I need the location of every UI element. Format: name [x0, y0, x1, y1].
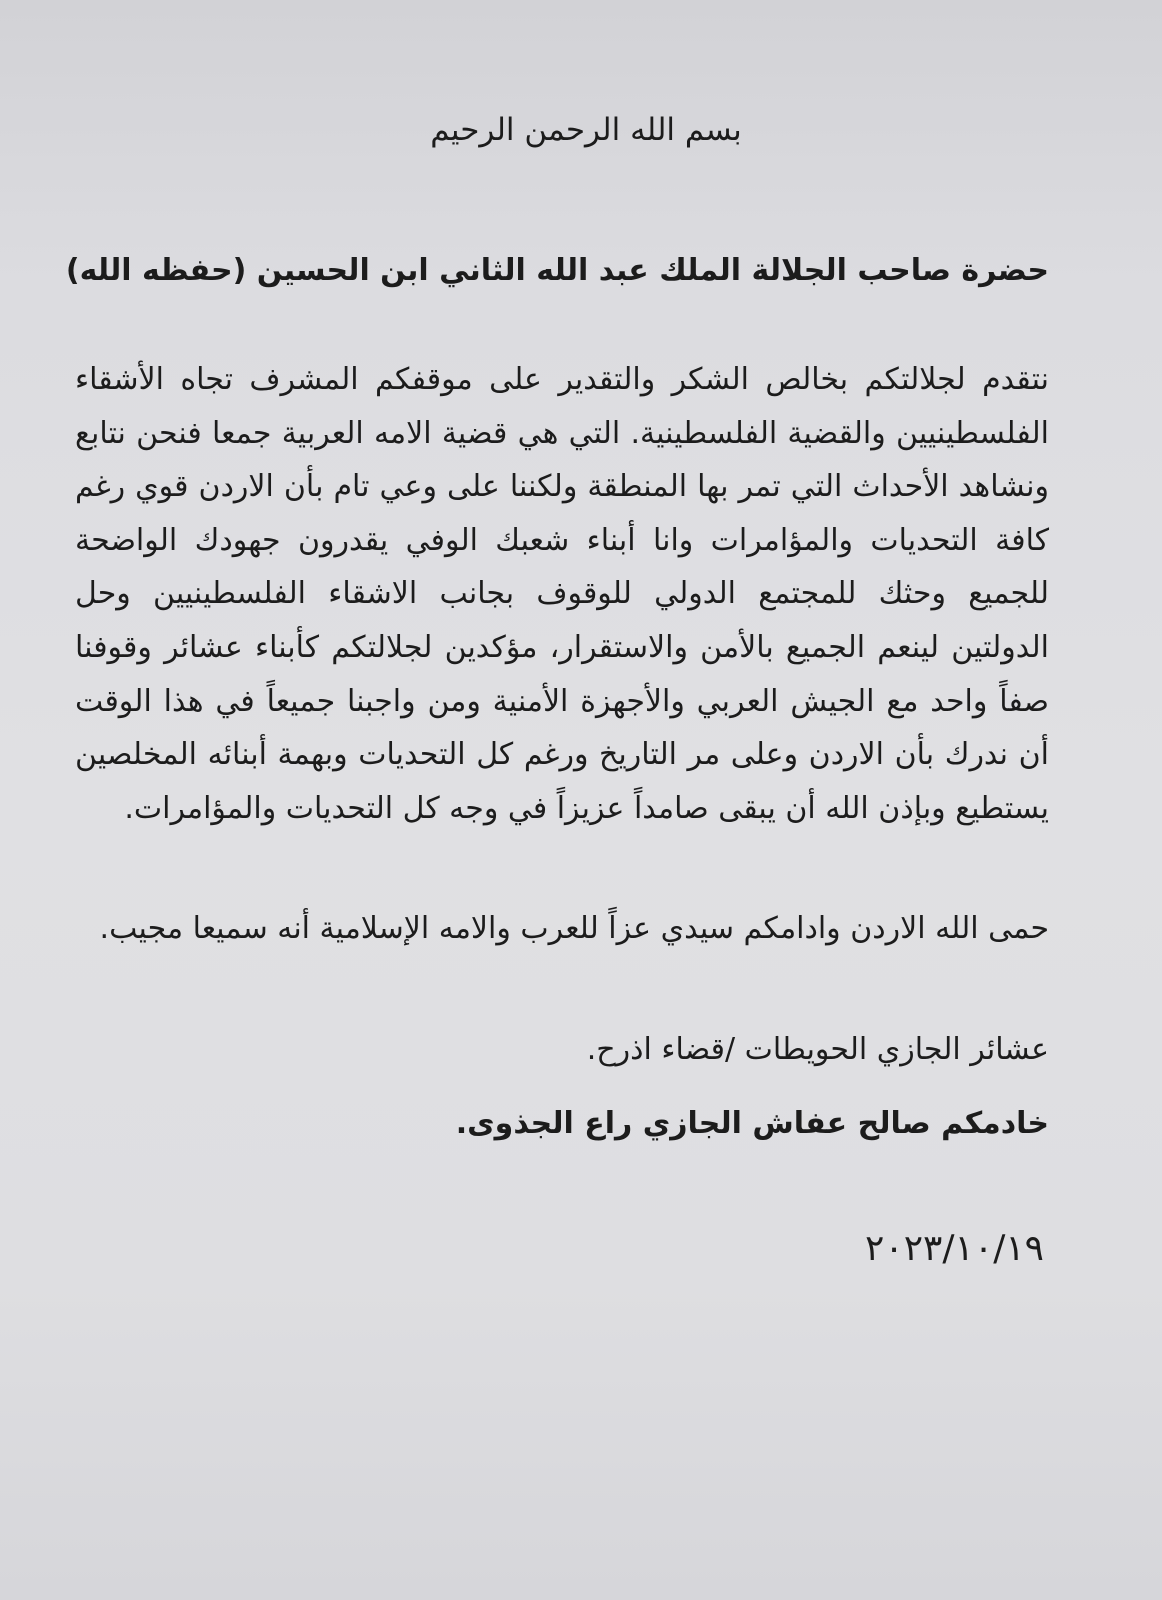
closing-prayer: حمى الله الاردن وادامكم سيدي عزاً للعرب والامه الإسلامية أنه سميعا مجيب.	[99, 911, 1049, 946]
tribe-line: عشائر الجازي الحويطات /قضاء اذرح.	[586, 1032, 1049, 1067]
letter-date: ٢٠٢٣/١٠/١٩	[865, 1228, 1044, 1269]
basmala-heading: بسم الله الرحمن الرحيم	[430, 112, 742, 148]
addressee-line: حضرة صاحب الجلالة الملك عبد الله الثاني ابن الحسين (حفظه الله)	[65, 253, 1049, 288]
letter-body: نتقدم لجلالتكم بخالص الشكر والتقدير على موقفكم المشرف تجاه الأشقاء الفلسطينيين والقضية الفلسطينية. التي هي قضية الامه العربية جمعا فنحن نتابع ونشاهد الأحداث التي تمر بها المنطقة ولكننا على وعي تام بأن الاردن قوي رغم كافة التحديات والمؤامرات وانا أبناء شعبك الوفي يقدرون جهودك الواضحة للجميع وحثك للمجتمع الدولي للوقوف بجانب الاشقاء الفلسطينيين وحل الدولتين لينعم الجميع بالأمن والاستقرار، مؤكدين لجلالتكم كأبناء عشائر وقوفنا صفاً واحد مع الجيش العربي والأجهزة الأمنية ومن واجبنا جميعاً في هذا الوقت أن ندرك بأن الاردن وعلى مر التاريخ ورغم كل التحديات وبهمة أبنائه المخلصين يستطيع وبإذن الله أن يبقى صامداً عزيزاً في وجه كل التحديات والمؤامرات.	[75, 362, 1049, 826]
signature-name: خادمكم صالح عفاش الجازي راع الجذوى.	[455, 1106, 1049, 1141]
